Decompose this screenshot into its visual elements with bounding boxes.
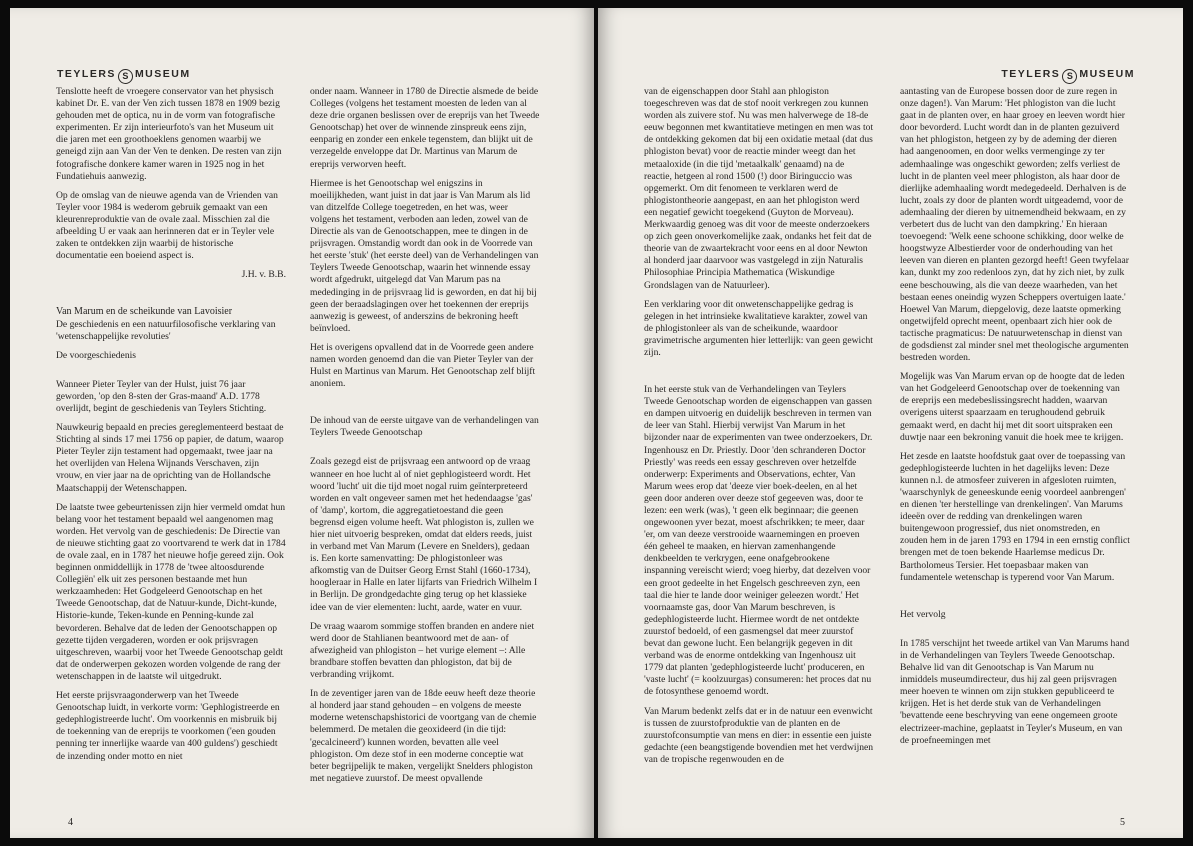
- page-number: 4: [68, 817, 73, 828]
- left-column-1: [56, 86, 286, 770]
- paragraph: In de zeventiger jaren van de 18de eeuw heeft deze theorie al honderd jaar stand gehouden – en volgens de meeste moderne wetenschapshistorici de voortgang van de chemie belemmerd. De metalen die geoxideerd (in die tijd: 'gecalcineerd') kunnen worden, bevatten alle veel phlogiston. Om deze stof in een moderne conceptie wat beter begrijpelijk te maken, vergelijkt Snelders phlogiston met negatieve zuurstof. De meest opvallende: [310, 688, 537, 784]
- left-column-2: [310, 86, 540, 792]
- right-column-2: [900, 86, 1130, 754]
- header-teylers: TEYLERS: [57, 68, 116, 80]
- paragraph: Wanneer Pieter Teyler van der Hulst, juist 76 jaar geworden, 'op den 8-sten der Gras-maand' A.D. 1778 overlijdt, begint de geschiedenis van Teylers Stichting.: [56, 378, 267, 414]
- header-museum: MUSEUM: [1079, 68, 1135, 80]
- paragraph: Tenslotte heeft de vroegere conservator van het physisch kabinet Dr. E. van der Ven zich tussen 1878 en 1909 bezig gehouden met de optica, nu in de vorm van fotografische experimenten. Er zijn interieurfoto's van het Museum uit die jaren met een groothoeklens genomen waarbij we geneigd zijn aan Van der Ven te denken. De resten van zijn fotografische donkere kamer waren in 1925 nog in het Fundatiehuis aanwezig.: [56, 86, 282, 182]
- paragraph: Het eerste prijsvraagonderwerp van het Tweede Genootschap luidt, in verkorte vorm: 'Gephlogistreerde en gedephlogistreerde lucht'. Om voorkennis en misbruik bij de toekenning van de ereprijs te voorkomen ('een gouden penning ter innerlijke waarde van 400 guldens') geschiedt de inzending onder motto en niet: [56, 690, 280, 762]
- left-page: [10, 8, 594, 838]
- paragraph: In 1785 verschijnt het tweede artikel van Van Marums hand in de Verhandelingen van Teylers Tweede Genootschap. Behalve lid van dit Genootschap is Van Marum nu inmiddels museumdirecteur, dus hij zal geen prijsvragen meer hoeven te winnen om zijn stukken gepubliceerd te krijgen. Het is het derde stuk van de Verhandelingen 'bevattende eene beschryving van eene ongemeen groote electrizeer-machine, geplaatst in Teyler's Museum, en van de proefneemingen met: [900, 637, 1130, 746]
- paragraph: Een verklaring voor dit onwetenschappelijke gedrag is gelegen in het intrinsieke kwalitatieve karakter, zowel van de phlogistonleer als van de scheikunde, waardoor gravimetrische argumenten hier letterlijk: van geen gewicht zijn.: [644, 298, 873, 358]
- page-header-right: [1001, 68, 1135, 84]
- paragraph: Zoals gezegd eist de prijsvraag een antwoord op de vraag wanneer en hoe lucht al of niet gephlogisteerd wordt. Het woord 'lucht' uit die tijd moet nogal ruim geïnterpreteerd worden en valt ongeveer samen met het hedendaagse 'gas' of 'damp', kortom, die aggregatietoestand die geen begrensd eigen volume heeft. Wat phlogiston is, zullen we hier niet uitvoerig bespreken, omdat dat elders reeds, juist in verband met Van Marum (Levere en Snelders), gedaan is. Een korte samenvatting: De phlogistonleer was afkomstig van de Duitser Georg Ernst Stahl (1660-1734), hoogleraar in Halle en later lijfarts van Friedrich Wilhelm I in Berlijn. De grondgedachte ging terug op het klassieke idee van de vier elementen: lucht, aarde, water en vuur.: [310, 456, 538, 613]
- paragraph: aantasting van de Europese bossen door de zure regen in onze dagen!). Van Marum: 'Het phlogiston van die lucht gaat in de planten over, en haar groey en leeven wordt hier door bevorderd. Lucht wordt dan in de planten gezuiverd van het phlogiston, hetgeen zy by de ademing der dieren had aangenoomen, en door welks vermenginge zy ter ademhaalinge was ongeschikt geworden; zelfs verliest de lucht in de planten veel meer phlogiston, als haar door de dierlijke ademhaaling wordt medegedeeld. Derhalven is de lucht, zoals zy door de planten wordt uitgeademd, voor de ademhaaling der dieren by uitnemendheid bekwaam, en zy verbetert dus de lucht van den dampkring.' En hieraan toevoegend: 'Welk eene schoone schikking, door welke de hoogstwyze Albestierder voor de onderhouding van het leeven van dieren en planten gezorgd heeft! Geen twyfelaar kan, dunkt my zoo redenloos zyn, dat hy zich niet, by zulk eene beschouwing, als die van deeze waarheden, van het bestaan eenes oneindig wyzen Scheppers overtuigen laate.' Hoewel Van Marum, diepgelovig, deze laatste opmerking ongetwijfeld oprecht meent, openbaart zich hier ook de tactische pragmaticus: De natuurwetenschap in dienst van de godsdienst zal minder snel met theologische argumenten bestreden worden.: [900, 86, 1129, 364]
- paragraph: Op de omslag van de nieuwe agenda van de Vrienden van Teyler voor 1984 is wederom gebruik gemaakt van een kleurenreproduktie van de ovale zaal. Misschien zal die afbeelding U er vaak aan herinneren dat er in Teyler vele zaken te ontdekken zijn waarbij de historische documentatie een boeiend aspect is.: [56, 189, 278, 262]
- paragraph: Van Marum bedenkt zelfs dat er in de natuur een evenwicht is tussen de zuurstofproduktie van de planten en de zuurstofconsumptie van mens en dier: in essentie een juiste gedachte (een beangstigende bovendien met het verdwijnen van de tropische regenwouden en de: [644, 705, 874, 765]
- section-heading: De voorgeschiedenis: [56, 349, 137, 361]
- paragraph: Hiermee is het Genootschap wel enigszins in moeilijkheden, want juist in dat jaar is Van Marum als lid van ditzelfde College toegetreden, en het was, weer volgens het testament, verboden aan leden, zowel van de Directie als van de Genootschappen, mee te dingen in de prijsvragen. Omstandig wordt dan ook in de Voorrede van het eerste 'stuk' (het eerste deel) van de Verhandelingen van Teylers Tweede Genootschap, waarin het winnende essay wordt afgedrukt, uitgelegd dat Van Marum pas na mededinging in de prijsvraag lid is geworden, en dat hij bij geen der beraadslagingen over het toekennen der ereprijs aanwezig is geweest, of anderszins de bekroning heeft beïnvloed.: [310, 177, 539, 334]
- paragraph: Mogelijk was Van Marum ervan op de hoogte dat de leden van het Godgeleerd Genootschap over de toekenning van de ereprijs een medebeslissingsrecht hadden, waarvan overigens uiterst spaarzaam en terughoudend gebruik gemaakt werd, en dacht hij met dit soort uitspraken een duwtje naar een bekroning vanuit die hoek mee te krijgen.: [900, 371, 1125, 443]
- signature: J.H. v. B.B.: [241, 269, 286, 281]
- paragraph: onder naam. Wanneer in 1780 de Directie alsmede de beide Colleges (volgens het testament moesten de leden van al deze drie organen beslissen over de ereprijs van het Tweede Genootschap) het over de winnende zinspreuk eens zijn, eenparig en zonder een enkele tegenstem, dan blijkt uit de verzegelde enveloppe dat Dr. Martinus van Marum de ereprijs verworven heeft.: [310, 86, 540, 170]
- header-museum: MUSEUM: [134, 68, 191, 80]
- article-subtitle: De geschiedenis en een natuurfilosofische verklaring van 'wetenschappelijke revoluties': [56, 318, 276, 342]
- section-heading: De inhoud van de eerste uitgave van de verhandelingen van Teylers Tweede Genootschap: [310, 415, 539, 439]
- section-heading: Het vervolg: [900, 608, 946, 620]
- header-teylers: TEYLERS: [1001, 68, 1061, 80]
- paragraph: Het is overigens opvallend dat in de Voorrede geen andere namen worden genoemd dan die van Pieter Teyler van der Hulst en Martinus van Marum. Het Genootschap zelf blijft anoniem.: [310, 341, 536, 390]
- paragraph: Nauwkeurig bepaald en precies gereglementeerd bestaat de Stichting al sinds 17 mei 1756 op papier, de datum, waarop Pieter Teyler zijn testament had opgemaakt, twee jaar na het overlijden van Helena Wijnands Verschaven, zijn vrouw, en vier jaar na de oprichting van de Hollandsche Maatschappij der Wetenschappen.: [56, 422, 284, 494]
- paragraph: De laatste twee gebeurtenissen zijn hier vermeld omdat hun belang voor het testament bepaald wel aangenomen mag worden. Het vervolg van de geschiedenis: De Directie van de nieuwe stichting gaat zo voortvarend te werk dat in 1784 de ovale zaal, en in 1787 het nieuwe hofje gereed zijn. Ook beginnen onmiddellijk in 1778 de 'twee altoosdurende Collegiën' elk uit zes personen bestaande met hun werkzaamheden: Het Godgeleerd Genootschap en het Tweede Genootschap, dat de Natuur-kunde, Dicht-kunde, Historie-kunde, Teken-kunde en Penning-kunde zal bevorderen. Behalve dat de leden der Genootschappen op gezette tijden vergaderen, worden er ook prijsvragen uitgeschreven, waarbij voor het Tweede Genootschap geldt dat de onderwerpen gekozen worden volgende de rang der wetenschappen in de laatste wil uitgedrukt.: [56, 501, 286, 682]
- logo-icon: S: [118, 69, 133, 84]
- page-header-left: [57, 68, 191, 84]
- paragraph: In het eerste stuk van de Verhandelingen van Teylers Tweede Genootschap worden de eigenschappen van gassen en dampen uitvoerig en duidelijk beschreven in termen van de leer van Stahl. Hierbij verwijst Van Marum in het bijzonder naar de experimenten van twee onderzoekers, Dr. Ingenhousz en Dr. Priestly. Door 'den schranderen Doctor Priestly' was reeds een essay geschreven over hetzelfde onderwerp: Experiments and Observations, echter, Van Marum wees erop dat 'deeze vier boek-deelen, en al het geen door anderen over deeze stof gegeeven was, door te lezen: een werk (was), 't geen elk beginnaar; die geenen ongewoonen yver bezat, moest afschrikken; te meer, daar 'er, om van deeze verstrooide waarnemingen en proeven één geheel te maaken, en hiervan zamenhangende denkbeelden te verkrygen, eene onafgebrookene inspanning vereischt wierd; voeg hierby, dat dezelven voor een groot gedeelte in het Engelsch geschreeven zyn, een taal die hier te lande door weiniger geleezen wordt.' Het voornaamste gas, door Van Marum beschreven, is gedephlogisteerde lucht. Hiermee wordt de net ontdekte zuurstof bedoeld, of een gasmengsel dat meer zuurstof bevat dan gewone lucht. Een belangrijk gegeven in dit verband was de enorme ontdekking van Ingenhousz uit 1779 dat planten 'gedephlogisteerde lucht' produceren, en 'vaste lucht' (= koolzuurgas) consumeren: het proces dat nu de fotosynthese genoemd wordt.: [644, 384, 873, 698]
- paragraph: De vraag waarom sommige stoffen branden en andere niet werd door de Stahlianen beantwoord met de aan- of afwezigheid van phlogiston – het vurige element –: Alle brandbare stoffen bevatten dan phlogiston, dat bij de verbranding vrijkomt.: [310, 620, 535, 681]
- right-column-1: [644, 86, 874, 773]
- page-number: 5: [1120, 817, 1125, 828]
- logo-icon: S: [1062, 69, 1077, 84]
- right-page: [598, 8, 1183, 838]
- paragraph: van de eigenschappen door Stahl aan phlogiston toegeschreven was dat de stof nooit verkregen zou kunnen worden als zuivere stof. Nu was men halverwege de 18-de eeuw begonnen met kwantitatieve metingen en men was tot de ontdekking gekomen dat bij een oxidatie metaal (dat dus phlogiston bevat) voor de reactie minder weegt dan het metaaloxide (in die tijd 'metaalkalk' genaamd) na de reactie, hetgeen al rond 1500 (!) door Biringuccio was opgemerkt. Om dit fenomeen te verklaren werd de phlogistontheorie aangepast, en aan het phlogiston werd een negatief gewicht toegekend (Guyton de Morveau). Merkwaardig genoeg was dit voor de meeste onderzoekers op zich geen onoverkomelijke zaak, ondanks het feit dat de theorie van de zwaartekracht voor eens en al door Newton al honderd jaar daarvoor was vastgelegd in zijn Naturalis Philosophiae Principia Mathematica (Wiskundige Grondslagen van de Natuurleer).: [644, 86, 874, 291]
- article-title: Van Marum en de scheikunde van Lavoisier: [56, 306, 233, 318]
- paragraph: Het zesde en laatste hoofdstuk gaat over de toepassing van gedephlogisteerde luchten in het dagelijks leven: Deze kunnen n.l. de atmosfeer zuiveren in afgesloten ruimten, 'waarschynlyk de geneeskunde eenig voordeel aanbrengen' en dienen 'ter herstellinge van drenkelingen'. Van Marums ideeën over de redding van drenkelingen waren buitengewoon progressief, dus niet onomstreden, en zouden hem in de jaren 1793 en 1794 in een ernstig conflict brengen met de toen bekende Haarlemse medicus Dr. Bartholomeus Tersier. Het toepasbaar maken van fundamentele wetenschap is typerend voor Van Marum.: [900, 450, 1130, 583]
